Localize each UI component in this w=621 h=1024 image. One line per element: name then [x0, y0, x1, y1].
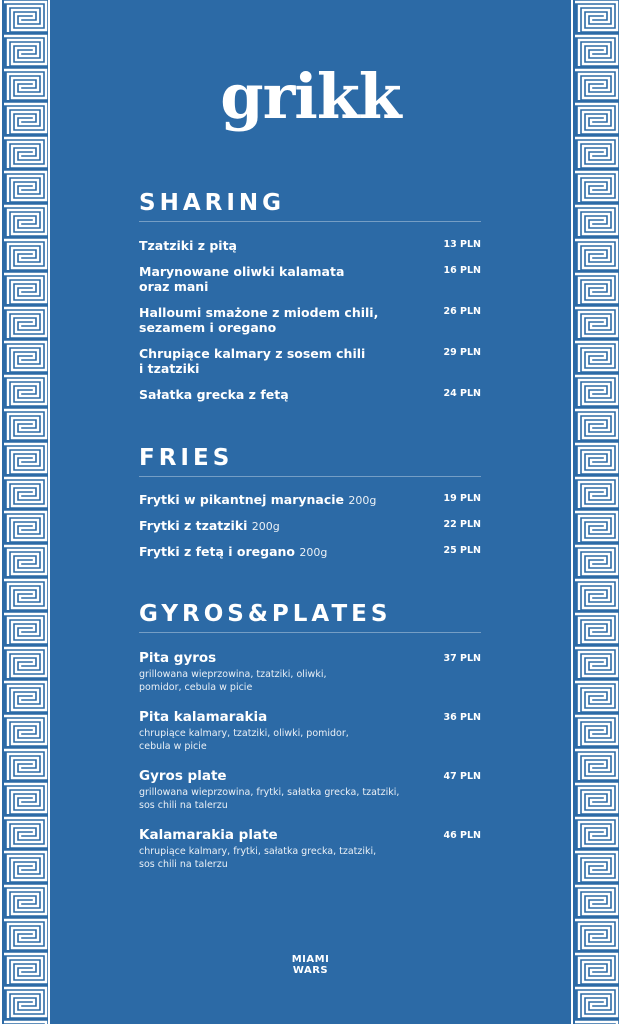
menu-item — [139, 709, 481, 753]
menu-item-price: 26 PLN — [443, 306, 481, 317]
menu-item-size: 200g — [251, 520, 280, 533]
menu-item-description: grillowana wieprzowina, tzatziki, oliwki, pomidor, cebula w picie — [139, 669, 327, 693]
greek-key-border-right — [571, 0, 621, 1024]
menu-item-price: 46 PLN — [443, 830, 481, 841]
greek-key-border-left — [0, 0, 50, 1024]
menu-item-name: Halloumi smażone z miodem chili, sezamem i oregano — [139, 305, 379, 335]
menu-item-size: 200g — [348, 494, 377, 507]
menu-item-name — [139, 544, 439, 560]
section-gyros-plates — [139, 603, 481, 633]
menu-item-name: Marynowane oliwki kalamata oraz mani — [139, 264, 345, 294]
section-title: GYROS&PLATES — [139, 601, 392, 627]
section-fries — [139, 447, 481, 477]
menu-item-price: 24 PLN — [443, 388, 481, 399]
menu-item-title: Frytki z fetą i oregano — [139, 544, 296, 559]
footer-logo — [0, 954, 621, 976]
menu-item-description: chrupiące kalmary, frytki, sałatka grecka, tzatziki, sos chili na talerzu — [139, 846, 377, 870]
menu-item-name: Sałatka grecka z fetą — [139, 387, 289, 402]
menu-item-price: 13 PLN — [443, 239, 481, 250]
menu-item-description: chrupiące kalmary, tzatziki, oliwki, pomidor, cebula w picie — [139, 728, 349, 752]
greek-key-pattern-right — [571, 0, 621, 1024]
menu-item — [139, 387, 481, 402]
section-divider — [139, 221, 481, 222]
menu-item — [139, 650, 481, 694]
section-title: SHARING — [139, 190, 286, 216]
menu-item — [139, 518, 481, 534]
menu-item-price: 25 PLN — [443, 545, 481, 556]
greek-key-pattern-left — [0, 0, 50, 1024]
section-sharing — [139, 192, 481, 222]
menu-item-name: Kalamarakia plate — [139, 827, 278, 843]
menu-item-price: 19 PLN — [443, 493, 481, 504]
menu-item-description: grillowana wieprzowina, frytki, sałatka grecka, tzatziki, sos chili na talerzu — [139, 787, 400, 811]
menu-item-price: 37 PLN — [443, 653, 481, 664]
menu-item — [139, 768, 481, 812]
menu-item — [139, 827, 481, 871]
menu-item-name: Chrupiące kalmary z sosem chili i tzatziki — [139, 346, 366, 376]
menu-item-price: 36 PLN — [443, 712, 481, 723]
menu-item-title: Frytki w pikantnej marynacie — [139, 492, 345, 507]
section-title: FRIES — [139, 445, 234, 471]
brand-logo: grikk — [220, 60, 401, 133]
menu-item — [139, 238, 481, 253]
menu-item-price: 22 PLN — [443, 519, 481, 530]
menu-item-price: 29 PLN — [443, 347, 481, 358]
menu-item-size: 200g — [299, 546, 328, 559]
menu-item — [139, 346, 481, 376]
menu-item-name: Pita kalamarakia — [139, 709, 268, 725]
menu-item-name — [139, 518, 439, 534]
menu-item — [139, 264, 481, 294]
menu-item — [139, 544, 481, 560]
menu-item-name: Tzatziki z pitą — [139, 238, 237, 253]
menu-item-price: 47 PLN — [443, 771, 481, 782]
footer-logo-line1: MIAMI — [291, 954, 330, 965]
menu-item — [139, 305, 481, 335]
section-divider — [139, 632, 481, 633]
menu-item-name — [139, 492, 439, 508]
menu-item — [139, 492, 481, 508]
footer-logo-line2: WARS — [292, 965, 329, 976]
section-divider — [139, 476, 481, 477]
menu-item-name: Pita gyros — [139, 650, 217, 666]
menu-item-price: 16 PLN — [443, 265, 481, 276]
menu-item-title: Frytki z tzatziki — [139, 518, 248, 533]
menu-item-name: Gyros plate — [139, 768, 227, 784]
